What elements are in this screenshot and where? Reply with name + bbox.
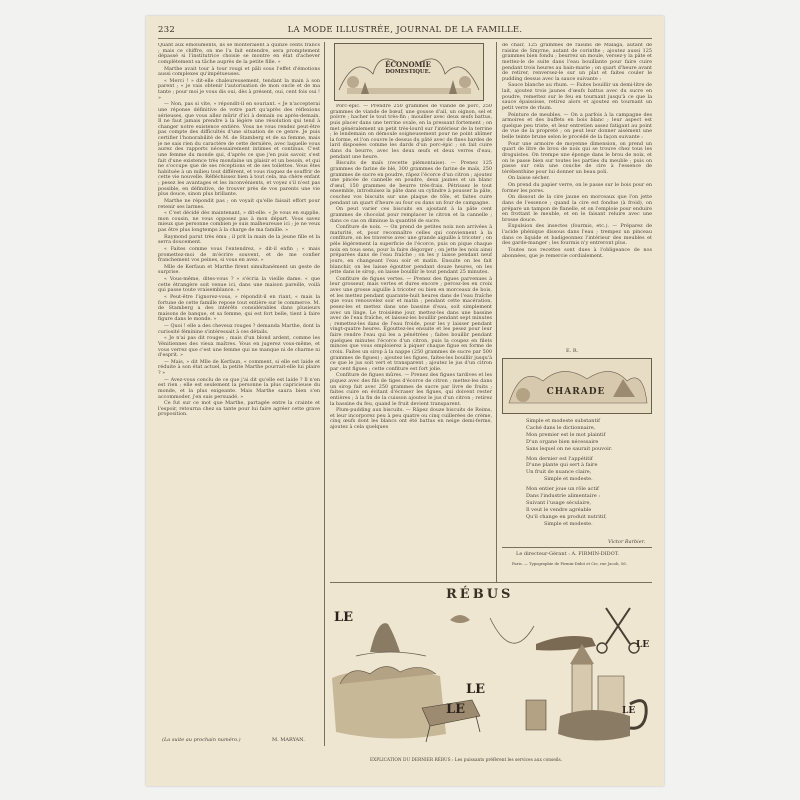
- director-line: Le directeur-Gérant : A. FIRMIN-DIDOT.: [516, 551, 619, 557]
- paragraph: « Merci ! » dit-elle chaleureusement, tendant la main à son parent ; « je vais obtenir l'autorisation de mon oncle et de ma tante ; pour moi je vous dis oui, dès à présent, oui, cent fois oui ! »: [158, 77, 320, 101]
- paragraph: — Non, pas si vite, » répondit-il en souriant. « Je n'accepterai une réponse définitive de votre part qu'après des réflexions sérieuses, que vous allez mûrir d'ici à demain ou après-demain. Il ne faut jamais prendre à la légère une résolution qui tend à changer notre existence entière. Vous ne vous rendez peut-être pas compte des difficultés d'une situation de ce genre. Je puis certifier l'honorabilité de M. de Stamberg et de sa femme, mais je ne sais rien du caractère de cette dernière, avec laquelle vous aurez des rapports nécessairement intimes et continus. C'est une femme du monde qui, d'après ce que j'en puis savoir, s'est fait d'une existence très mondaine un plaisir et un besoin, et qui ne s'occupe que de ses réceptions et de ses toilettes. Vous êtes habituée à un milieu tout différent, et vous risquez de souffrir de cette vie nouvelle. Réfléchissez bien à tout cela, ma chère enfant ; pesez les avantages et les inconvénients, et voyez s'il n'est pas possible, en définitive, de trouver près de vos parents une vie plus douce, sinon plus brillante.: [158, 101, 320, 198]
- poem-line: D'un organe bien nécessaire: [526, 438, 599, 445]
- paragraph: « C'est décidé dès maintenant, » dit-elle. « Je vous en supplie, mon cousin, ne vous opposez pas à mon départ. Vous savez mieux que personne combien je suis malheureuse ici ; je ne veux pas être plus longtemps à la charge de ma famille. »: [158, 210, 320, 233]
- poem-line: Mon entier joue un rôle actif: [526, 486, 599, 493]
- column-divider-2: [496, 42, 497, 582]
- recipe-paragraph: On peut varier ces biscuits en ajoutant à la pâte cent grammes de chocolat pour remplacer le citron et la cannelle ; dans ce cas on diminue la quantité de sucre.: [330, 206, 492, 224]
- charade-ornament: [503, 359, 651, 413]
- poem-line: Un fruit de nuance claire,: [526, 469, 592, 476]
- poem-line: D'une plante qui sert à faire: [526, 462, 598, 469]
- recipe-paragraph: Sauce blanche au rhum. — Faites bouillir un demi-litre de lait, ajoutez trois jaunes d'œufs battus avec du sucre en poudre, remettez sur le feu en tournant jusqu'à ce que la sauce épaississe, retirez alors et ajoutez en tournant un petit verre de rhum.: [502, 82, 652, 111]
- recipe-paragraph: On dissout de la cire jaune en morceaux que l'on jette dans de l'essence ; quand la cire est fondue (à froid), on prépare un tampon de flanelle, et on l'emploie pour enduire en frottant le meuble, et en le faisant reluire avec une brosse douce.: [502, 194, 652, 223]
- recipe-paragraph: Plum-pudding aux biscuits. — Râpez douze biscuits de Reims, et leur incorporez peu à peu quatre ou cinq cuillerées de crème, cinq œufs dont les blancs ont été battus en neige demi-ferme, ajoutez à cela quelques: [330, 407, 492, 430]
- poem-line: Simple et modeste substantif: [526, 418, 600, 424]
- poem-line: Suivant l'usage séculaire,: [526, 499, 592, 506]
- rebus-title: RÉBUS: [446, 587, 514, 602]
- paragraph: Quant aux émoluments, ils se monteraient à quinze cents francs ; mais ce chiffre, on me l'a fait entendre, sera promptement dépassé si l'institutrice choisie se montre en état d'achever complètement sa tâche auprès de la petite fille. »: [158, 43, 320, 65]
- recipe-paragraph: On prend du papier verre, on le passe sur le bois pour en former les pores.: [502, 182, 652, 194]
- recipe-paragraph: Toutes nos recettes sont dues à l'obligeance de nos abonnées, que je remercie cordialement.: [502, 246, 652, 259]
- rebus-word: LE: [446, 702, 466, 717]
- paragraph: « Peut-être l'ignorez-vous, » répondit-il en riant, « mais la fortune de cette famille repose tout entière sur le commerce. M. de Stamberg a des intérêts considérables dans plusieurs maisons de banque, et sa femme, qui est fort belle, tient à faire figure dans le monde. »: [158, 293, 320, 323]
- recipe-paragraph: de chair, 125 grammes de raisins de Malaga, autant de raisins de Smyrne, autant de corinthe ; ajoutez aussi 125 grammes bien fondu ; beurrez un moule, versez-y la pâte et mettez-le de suite dans l'eau bouillante pour faire cuire pendant trois heures au bain-marie ; on quart d'heure avant de retirer, renversez-le sur un plat et faites couler le pudding dessus avec la sauce suivante :: [502, 43, 652, 82]
- page-header: [158, 25, 652, 35]
- paragraph: — Mais, » dit Mlle de Kerfaun, « comment, si elle est laide et réduite à son état actuel, la petite Marthe pourrait-elle lui plaire ? »: [158, 358, 320, 376]
- paragraph: Mlle de Kerfaun et Marthe firent simultanément un geste de surprise.: [158, 263, 320, 276]
- page-number: 232: [158, 25, 176, 35]
- charade-author: Victor Barbier.: [608, 539, 646, 545]
- recipe-paragraph: Confiture de noix. — On prend de petites noix non arrivées à maturité, et, pour reconnaître celles qui conviennent à la confiture, on les traverse avec une grande aiguille à tricoter ; on pèle légèrement la superficie de l'écorce, puis on pique chaque noix en tous sens, pour la faire dégorger ; on jette les noix ainsi préparées dans de l'eau fraîche ; on les y laisse pendant neuf jours, en changeant l'eau soir et matin. Ensuite on les fait blanchir, on les laisse égoutter pendant douze heures, on les jette dans le sirop, on laisse bouillir le tout pendant 25 minutes.: [330, 224, 492, 276]
- paragraph: Marthe ne répondit pas ; on voyait qu'elle faisait effort pour retenir ses larmes.: [158, 197, 320, 210]
- rebus-word: LE: [334, 610, 354, 625]
- paragraph: Ce fut sur ce mot que Marthe, partagée entre la crainte et l'espoir, retourna chez sa tante pour lui faire agréer cette grave proposition.: [158, 400, 320, 418]
- poem-line: Simple et modeste.: [544, 520, 593, 527]
- author-signature: M. MARYAN.: [272, 737, 305, 743]
- poem-line: Qu'il change en produit nutritif,: [526, 513, 607, 520]
- rebus-illustration: [330, 604, 652, 756]
- printer-line: Paris. — Typographie de Firmin-Didot et Cie, rue Jacob, 56.: [512, 561, 627, 566]
- journal-title: LA MODE ILLUSTRÉE, JOURNAL DE LA FAMILLE.: [287, 25, 523, 35]
- paragraph: « Je n'ai pas dit rouges ; mais d'un blond ardent, comme les Vénitiennes des vieux maîtres. Vous en jugerez vous-même, et vous verrez que c'est une femme qui ne manque ni de charme ni d'esprit. »: [158, 335, 320, 359]
- poem-line: Sans lequel on ne saurait pouvoir.: [526, 445, 613, 452]
- continuation-note: (La suite au prochain numéro.): [162, 737, 241, 743]
- poem-line: Caché dans le dictionnaire,: [526, 424, 596, 431]
- paragraph: Marthe avait tour à tour rougi et pâli sous l'effet d'émotions aussi complexes qu'impétueuses.: [158, 65, 320, 78]
- rebus-drawings: [330, 604, 652, 756]
- column-divider-1: [324, 42, 325, 746]
- novel-column: [158, 43, 320, 735]
- charade-rule: [502, 547, 652, 548]
- newspaper-page: [146, 16, 664, 786]
- recipe-paragraph: Expulsion des insectes (fourmis, etc.). — Préparez de l'acide phénique dissous dans l'eau ; trempez un pinceau dans ce liquide et badigeonnez l'intérieur des meubles et des garde-manger ; les fourmis n'y entreront plus.: [502, 223, 652, 247]
- poem-line: Simple et modeste.: [544, 476, 593, 483]
- charade-poem: [526, 418, 650, 528]
- header-rule: [158, 38, 652, 39]
- recipes-continued-column: [502, 43, 652, 343]
- paragraph: « Vous-même, dites-vous ? » s'écria la vieille dame. « que cette étrangère soit venue ici, dans une maison pareille, voilà qui passe toute vraisemblance. »: [158, 276, 320, 294]
- recipe-paragraph: Biscuits de maïs (recette piémontaise). — Prenez 125 grammes de farine de blé, 300 grammes de farine de maïs, 250 grammes de sucre en poudre, râpez l'écorce d'un citron ; ajoutez une pincée de cannelle en poudre, deux jaunes et un blanc d'œuf, 150 grammes de beurre très-frais. Pétrissez le tout ensemble, introduisez la pâte dans un cylindre à pousser la pâte, couchez vos biscuits sur une plaque de tôle, et faites cuire pendant un quart d'heure au four ou dans un four de campagne.: [330, 160, 492, 206]
- paragraph: Raymond parut très ému ; il prit la main de la jeune fille et la serra doucement.: [158, 233, 320, 246]
- charade-title: CHARADE: [546, 387, 606, 397]
- rebus-word: LE: [466, 682, 486, 697]
- economie-title: ÉCONOMIE: [385, 60, 431, 69]
- economie-subtitle: DOMESTIQUE.: [385, 69, 431, 75]
- recipes-initials: E. R.: [566, 348, 579, 354]
- recipe-paragraph: On laisse sécher.: [508, 175, 550, 182]
- recipe-paragraph: Confiture de figues vertes. — Prenez des figues parvenues à leur grosseur, mais vertes et dures encore ; percez-les en croix avec une grosse aiguille à tricoter ou bien en morceaux de bois, et les mettez pendant quarante-huit heures dans de l'eau fraîche que vous renouvelez soir et matin ; pendant cette macération, pesez-les et mettez dans une bassine d'eau, soit simplement avec un linge. Le troisième jour, mettez-les dans une bassine avec de l'eau fraîche, et laissez-les bouillir pendant sept minutes ; remettez-les dans de l'eau froide, pour les y laisser pendant vingt-quatre heures. Égouttez-les ensuite et les pesez pour leur faire rendre l'eau qui les a pénétrées ; faites bouillir pendant quelques minutes l'écorce d'un citron, puis la coupez en filets minces que vous emploierez à piquer chaque figue en forme de croix. Faites un sirop à la nappe (250 grammes de sucre par 500 grammes de figues) ; ajoutez les figues, faites-les bouillir jusqu'à ce que le jus soit vert et transparent ; ajoutez le jus d'un citron par cent figues ; cette confiture est fort jolie.: [330, 275, 492, 372]
- recipe-paragraph: Confiture de figues mûres. — Prenez des figues tardives et les piquez avec des fils de tiges d'écorce de citron ; mettez-les dans un sirop fait avec 250 grammes de sucre par livre de fruits ; faites cuire en évitant d'écraser les figues, qui doivent rester entières ; à la fin de la cuisson ajoutez le jus d'un citron ; retirez la bassine du feu, quand le fruit devient transparent.: [330, 372, 492, 407]
- rebus-word: LE: [622, 706, 636, 716]
- recipe-paragraph: Porc-épic. — Prendre 250 grammes de viande de porc, 250 grammes de viande de bœuf, une gousse d'ail, un oignon, sel et poivre ; hacher le tout très-fin ; mouiller avec deux œufs battus, puis placer dans une terrine ovale, en la pressant fortement ; on met généralement un petit très-lourd sur l'intérieur de la terrine ; le lendemain on démoule soigneusement pour ne point abîmer la forme, et l'on couvre le dessus du pâté avec de fines bardes de lard disposées comme les dards d'un porc-épic ; on fait cuire dans du beurre, avec les deux œufs et deux verres d'eau, pendant une heure.: [330, 104, 492, 160]
- rebus-rule: [330, 582, 652, 583]
- poem-line: Il veut le vendre agréable: [526, 506, 592, 513]
- rebus-word: LE: [636, 640, 650, 650]
- paragraph: — Avez-vous conclu de ce que j'ai dit qu'elle est laide ? Il n'en est rien ; elle est seulement la personne la plus capricieuse du monde, et la plus exigeante. Mais Marthe saura bien s'en accommoder, j'en suis persuadé. »: [158, 376, 320, 400]
- charade-vignette: [502, 358, 652, 414]
- paragraph: — Quoi ! elle a des cheveux rouges ? demanda Marthe, dont la curiosité féminine s'intéressait à ces détails.: [158, 323, 320, 335]
- rebus-explanation: EXPLICATION DU DERNIER RÉBUS : Les puissants préfèrent les services aux conseils.: [370, 758, 563, 763]
- recipe-paragraph: Peinture de meubles. — On a parfois à la campagne des armoires et des buffets en bois blanc ; leur aspect est quelque peu triste, et leur entretien assez fatigant au point de vue de la propreté ; on peut leur donner aisément une belle teinte brune selon le procédé de la façon suivante :: [502, 111, 652, 140]
- paragraph: « Faites comme vous l'entendrez, » dit-il enfin ; « mais promettez-moi de m'écrire souvent, et de me confier franchement vos peines, si vous en avez. »: [158, 245, 320, 264]
- poem-line: Mon dernier est l'appétitif: [526, 455, 593, 462]
- poem-line: Dans l'industrie alimentaire :: [526, 493, 601, 500]
- recipes-column: [330, 104, 492, 582]
- poem-line: Mon premier est le mot plaintif: [526, 431, 606, 438]
- recipe-paragraph: Pour une armoire de moyenne dimension, on prend un quart de litre de brou de noix qui se trouve chez tous les droguistes. On trempe une éponge dans le brou de noix, et on le passe bien sur toutes les parties du meuble ; puis on passe sur cela une couche de cire à l'essence de térébenthine pour lui donner un beau poli.: [502, 140, 652, 175]
